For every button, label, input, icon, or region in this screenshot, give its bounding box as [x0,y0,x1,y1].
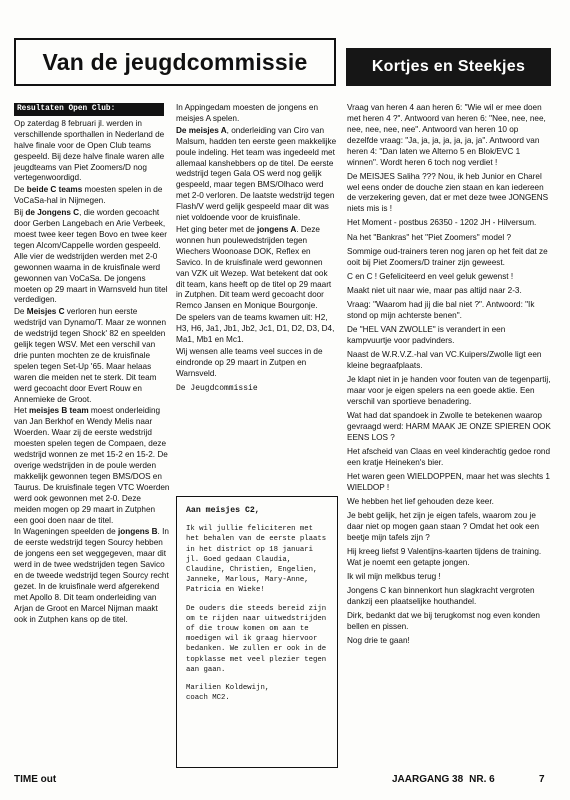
paragraph-meisjes-c: De Meisjes C verloren hun eerste wedstrijd van Dynamo/T. Maar ze wonnen de wedstrijd tegen Shock' 82 en speelden gelijk tegen WSV. Met een verschil van drie punten mochten ze de kruisfinale spelen tegen Set-Up '65. Maar helaas waren die meiden net te sterk. Dit team werd gecoacht door Evert Rouw en Annemieke de Groot. [14,307,166,404]
paragraph-players: De spelers van de teams kwamen uit: H2, H3, H6, Ja1, Jb1, Jb2, Jc1, D1, D2, D3, D4, Ma1, Mb1 en Mc1. [176,313,335,345]
kortje-item: We hebben het lief gehouden deze keer. [347,496,494,506]
kortje-item: Wat had dat spandoek in Zwolle te betekenen waarop gevraagd werd: HARM MAAK JE ONZE SPIEREN OOK EENS LOS ? [347,410,551,442]
kortje-item: C en C ! Gefeliciteerd en veel geluk gewenst ! [347,271,514,281]
letter-heading: Aan meisjes C2, [186,506,260,515]
paragraph-c-teams: De beide C teams moesten spelen in de VoCaSa-hal in Nijmegen. [14,185,163,206]
column-results [14,103,170,768]
signature-jeugdcommissie: De Jeugdcommissie [176,383,258,393]
paragraph-wishes: Wij wensen alle teams veel succes in de eindronde op 29 maart in Zutpen en Warnsveld. [176,346,323,378]
kortje-item: De MEISJES Saliha ??? Nou, ik heb Junior en Charel wel eens onder de douche zien staan en kan iedereen de verzekering geven, dat er met deze twee JONGENS niets mis is ! [347,171,549,214]
kortje-item: De "HEL VAN ZWOLLE" is verandert in een kampvuurtje voor padvinders. [347,324,506,345]
kortje-item: Je klapt niet in je handen voor fouten van de tegenpartij, maar voor je eigen spelers na een goede aktie. Een verschil van sportieve benadering. [347,374,551,406]
kortje-item: Jongens C kan binnenkort hun slagkracht vergroten dankzij een plaatselijke houthandel. [347,585,535,606]
kortje-item: Maakt niet uit naar wie, maar pas altijd naar 2-3. [347,285,522,295]
kortje-item: Vraag van heren 4 aan heren 6: "Wie wil er mee doen met heren 4 ?". Antwoord van heren 6: "Nee, nee, nee, nee, nee, nee, nee". Antwoord van heren 10 op dezelfde vraag: "Ja, ja, ja, ja, ja, ja, ja". Antwoord van heren 4: "Dan laten we Alterno 5 en Blok/EVC 1 winnen". Wordt heren 6 toch nog verdiet ! [347,103,546,167]
footer-issue [392,774,501,785]
kortje-item: Sommige oud-trainers teren nog jaren op het feit dat ze ooit bij Piet Zoomers/D trainer zijn geweest. [347,246,548,267]
kortje-item: Je bebt gelijk, het zijn je eigen tafels, waarom zou je daar niet op mogen gaan staan ? Omdat het ook een beetje mijn tafels zijn ? [347,510,540,542]
paragraph-meisjes-a: De meisjes A, onderleiding van Ciro van Malsum, hadden ten eerste geen makkelijke poule indeling. Het team was ingedeeld met allemaal kanshebbers op de titel. De eerste wedstrijd tegen Gala OS werd nog gelijk gespeeld, maar tegen BMS/Olhaco werd met 2-0 verloren. De laatste wedstrijd tegen Flash/V werd gelijk gespeeld maar dit was niet voldoende voor de kruisfinale. [176,125,337,223]
paragraph-jongens-b: In Wageningen speelden de jongens B. In de eerste wedstrijd tegen Sourcy hebben de jongens een set weggegeven, maar dit werd in de twee wedstrijden tegen Savico en de tweede wedstrijd tegen Sourcy recht gezet. In de kruisfinale werd afgerekend met Apollo 8. Dit team onderleiding van Arjan de Groot en Marcel Nijman maakt ook in Zutphen kans op de titel. [14,527,169,624]
paragraph-appingedam: In Appingedam moesten de jongens en meisjes A spelen. [176,103,319,123]
kortjes-title-box [346,48,551,86]
section-title: Van de jeugdcommissie [42,48,308,75]
letter-signature-role: coach MC2. [186,694,230,703]
paragraph-meisjes-b: Het meisjes B team moest onderleiding van Jan Berkhof en Wendy Melis naar Woerden. Waar zij de eerste wedstrijd moesten spelen tegen de Compaen, deze wedstrijd wonnen ze met 15-2 en 15-2. De overige wedstrijden in de poule werden makkelijk gewonnen tegen BMS/DOS en Taurus. De kruisfinale tegen VTC Woerden werd ook gewonnen met 2-0. Deze meiden mogen op 29 maart in Zutphen een gooi doen naar de titel. [14,406,170,525]
footer-nr: NR. 6 [469,774,495,785]
letter-box [176,496,338,768]
kortje-item: Vraag: "Waarom had jij die bal niet ?". Antwoord: "Ik stond op mijn achterste benen". [347,299,535,320]
kortje-item: Het Moment - postbus 26350 - 1202 JH - Hilversum. [347,218,537,228]
results-label: Resultaten Open Club: [14,103,164,116]
section-title-box [14,38,336,86]
letter-paragraph: Ik wil jullie feliciteren met het behalen van de eerste plaats in het district op 18 januari jl. Goed gedaan Claudia, Claudine, Christien, Engelien, Janneke, Marlous, Mary-Anne, Patricia en Wieke! [186,525,327,595]
kortje-item: Het waren geen WIELDOPPEN, maar het was slechts 1 WIELDOP ! [347,471,550,492]
letter-signature-name: Marilien Koldewijn, [186,684,270,693]
kortje-item: Nog drie te gaan! [347,635,410,645]
column-kortjes [347,103,551,768]
paragraph-jongens-c: Bij de Jongens C, die worden gecoacht door Gerben Langebach en Arie Verbeek, moest twee keer tegen Bovo en twee keer tegen Alcom/Cappelle worden gespeeld. Alle vier de wedstrijden werden met 2-0 gewonnen waarna in de kruisfinale werd gewonnen van VoCaSa. De jongens moeten op 29 maart in Warnsveld hun titel verdedigen. [14,208,168,305]
kortje-item: Na het "Bankras" het "Piet Zoomers" model ? [347,232,512,242]
footer-jaargang: JAARGANG 38 [392,774,464,785]
footer-magazine-name: TIME out [14,774,57,785]
column-a-teams [176,103,337,478]
letter-paragraph: De ouders die steeds bereid zijn om te rijden naar uitwedstrijden of die trouw komen om aan te moedigen wil ik graag hiervoor bedanken. We zullen er ook in de topklasse met veel plezier tegen aan gaan. [186,604,327,674]
paragraph-jongens-a: Het ging beter met de jongens A. Deze wonnen hun poulewedstrijden tegen Wiechers Woonoase DOK, Reflex en Savico. In de kruisfinale werd gewonnen van VZK uit Wezep. Wat betekent dat ook dit team, kans heeft op de titel op 29 maart in Zutphen. Dit team werd gecoacht door Remco Jansen en Monique Bourgonje. [176,224,332,311]
page-number: 7 [539,774,545,785]
results-intro: Op zaterdag 8 februari jl. werden in verschillende sporthallen in Nederland de halve finale voor de Open Club teams gespeeld. Bij deze halve finale waren alle jeugdteams van Piet Zoomers/D nog vertegenwoordigd. [14,118,165,183]
kortje-item: Ik wil mijn melkbus terug ! [347,571,441,581]
kortje-item: Dirk, bedankt dat we bij terugkomst nog even konden bellen en pissen. [347,610,540,631]
kortje-item: Hij kreeg liefst 9 Valentijns-kaarten tijdens de training. Wat je noemt een getapte jongen. [347,546,542,567]
kortjes-title: Kortjes en Steekjes [371,58,526,75]
kortje-item: Het afscheid van Claas en veel kinderachtig gedoe rond een kratje Heineken's bier. [347,446,550,467]
kortje-item: Naast de W.R.V.Z.-hal van VC.Kuipers/Zwolle ligt een kleine begraafplaats. [347,349,542,370]
